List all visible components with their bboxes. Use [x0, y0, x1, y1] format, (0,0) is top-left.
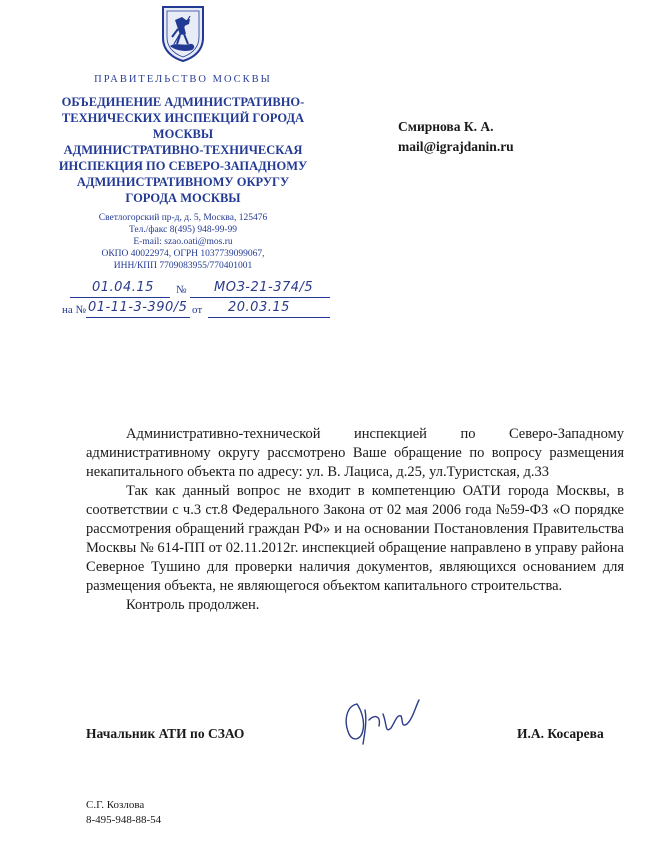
phone-line: Тел./факс 8(495) 948-99-99: [128, 225, 238, 235]
signatory-title: Начальник АТИ по СЗАО: [86, 726, 245, 741]
address-line: Светлогорский пр-д, д. 5, Москва, 125476: [98, 213, 268, 223]
paragraph-1: [86, 425, 624, 482]
outgoing-number: МОЗ-21-374/5: [214, 280, 314, 295]
paragraph-2: [86, 482, 624, 596]
body-line: ул.Туристская, д.33: [429, 464, 550, 480]
moscow-coat-of-arms-icon: [160, 4, 206, 62]
letter-body: [86, 425, 624, 615]
body-line: административному округу рассмотрено Ваше обращение по вопросу: [86, 445, 542, 461]
email-line: E-mail: szao.oati@mos.ru: [133, 237, 233, 247]
body-line: Постановления Правительства Москвы № 614-ПП от 02.11.2012г. инспекцией: [86, 521, 624, 556]
okpo-line: ОКПО 40022974, ОГРН 1037739099067,: [101, 249, 265, 259]
number-underline: [190, 297, 330, 298]
organization-name-line: ОБЪЕДИНЕНИЕ АДМИНИСТРАТИВНО-: [61, 95, 305, 109]
department-name-line: АДМИНИСТРАТИВНОМУ ОКРУГУ: [76, 175, 290, 189]
outgoing-date: 01.04.15: [92, 280, 154, 295]
reference-label: на №: [62, 304, 87, 316]
body-line: размещения некапитального объекта по адресу: ул. В. Лациса, д.25,: [86, 445, 624, 480]
date-underline: [70, 297, 170, 298]
reference-underline: [86, 317, 190, 318]
body-line: Так как данный вопрос не входит в компетенцию ОАТИ города: [126, 483, 549, 499]
body-line: Административно-технической инспекцией по Северо-Западному: [126, 426, 624, 442]
reference-date: 20.03.15: [228, 300, 290, 315]
organization-name: [58, 94, 308, 142]
body-line: являющегося объектом капитального строительства.: [237, 578, 563, 594]
addressee-name: Смирнова К. А.: [398, 119, 494, 134]
paragraph-3: Контроль продолжен.: [126, 597, 260, 613]
body-line: №59-ФЗ «О порядке рассмотрения обращений граждан РФ» и на основании: [86, 502, 624, 537]
contact-block: [58, 212, 308, 272]
department-name: [58, 142, 308, 206]
executor-block: [86, 798, 161, 828]
body-line: наличия документов, являющихся основанием для размещения объекта, не: [86, 559, 625, 594]
from-label: от: [192, 304, 203, 316]
number-label: №: [176, 284, 187, 296]
handwritten-signature-icon: [335, 690, 430, 750]
department-name-line: АДМИНИСТРАТИВНО-ТЕХНИЧЕСКАЯ: [63, 143, 303, 157]
government-name: ПРАВИТЕЛЬСТВО МОСКВЫ: [94, 74, 272, 85]
addressee: [398, 117, 514, 157]
department-name-line: ИНСПЕКЦИЯ ПО СЕВЕРО-ЗАПАДНОМУ: [58, 159, 308, 173]
body-line: Москвы, в соответствии с ч.3 ст.8 Федерального Закона от 02 мая 2006 года: [86, 483, 625, 518]
organization-name-line: МОСКВЫ: [152, 127, 214, 141]
inn-line: ИНН/КПП 7709083955/770401001: [113, 261, 253, 271]
organization-name-line: ТЕХНИЧЕСКИХ ИНСПЕКЦИЙ ГОРОДА: [61, 111, 305, 125]
body-line: обращение направлено в управу района Северное Тушино для проверки: [86, 540, 624, 575]
reference-date-underline: [208, 317, 330, 318]
signatory-name: И.А. Косарева: [517, 726, 604, 741]
addressee-email: mail@igrajdanin.ru: [398, 139, 514, 154]
department-name-line: ГОРОДА МОСКВЫ: [125, 191, 241, 205]
executor-phone: 8-495-948-88-54: [86, 814, 162, 826]
executor-name: С.Г. Козлова: [86, 799, 145, 811]
reference-number: 01-11-3-390/5: [88, 300, 188, 315]
